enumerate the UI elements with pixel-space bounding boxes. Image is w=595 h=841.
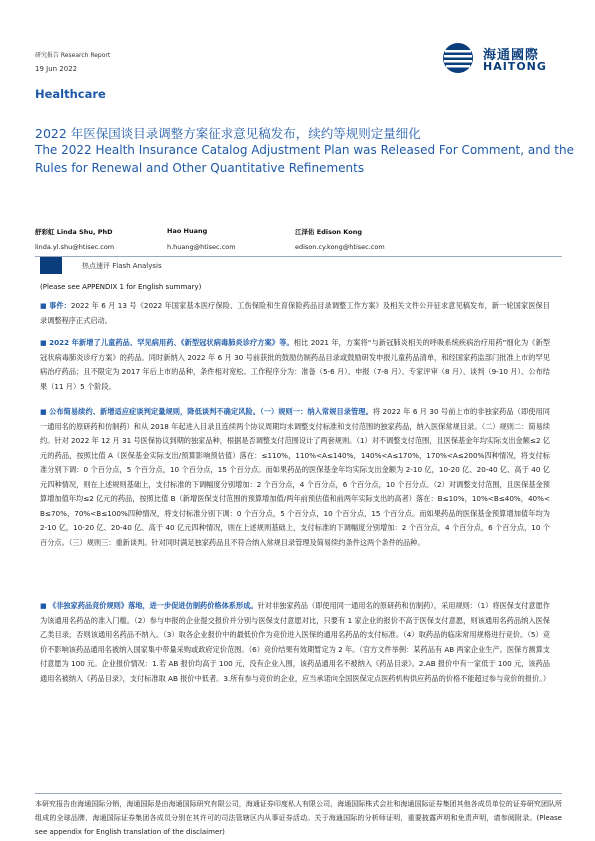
logo-text-cn: 海通國際: [483, 48, 540, 63]
bullet-text: 2022 年 6 月 13 号《2022 年国家基本医疗保险、工伤保险和生育保险药品目录调整工作方案》及相关文件公开征求意见稿发布，新一轮国家医保目录调整程序正式启动。: [40, 301, 550, 325]
bullet-icon: ■: [40, 339, 47, 347]
flash-label: 热点速评 Flash Analysis: [82, 262, 162, 270]
bullet-item: [40, 599, 550, 686]
bullet-lead: 公布简易续约、新增适应症谈判定量规则，降低谈判不确定风险。（一）规则一：纳入常规目录管理。: [49, 407, 373, 416]
author-name: Hao Huang: [167, 227, 208, 235]
haitong-logo: [441, 41, 571, 75]
appendix-note: (Please see APPENDIX 1 for English summary): [40, 283, 202, 291]
haitong-logo-icon: [441, 41, 479, 75]
title-en: The 2022 Health Insurance Catalog Adjustment Plan was Released For Comment, and the Rules for Renewal and Other Quantitative Refinements: [35, 143, 574, 175]
flash-marker: [40, 257, 62, 274]
bullet-lead: 《非独家药品竞价规则》落地，进一步促进仿制药价格体系形成。: [48, 601, 258, 610]
author-email[interactable]: edison.cy.kong@htisec.com: [295, 243, 385, 251]
footer-divider: [35, 793, 562, 794]
report-date: 19 Jun 2022: [35, 65, 78, 73]
bullet-lead: 2022 年新增了儿童药品、罕见病用药、《新型冠状病毒肺炎诊疗方案》等。: [49, 338, 294, 347]
author-name: 舒彩虹 Linda Shu, PhD: [35, 228, 113, 236]
bullet-item: [40, 405, 550, 550]
bullet-icon: ■: [40, 408, 47, 416]
bullet-text: 将 2022 年 6 月 30 号前上市的非独家药品（即使用同一通用名的原研药和仿制药）和从 2018 年起进入目录且连续两个协议周期均未调整支付标准和支付范围的独家药品，纳入医保常规目录。（二）规则二：简易续约。针对 2022 年 12 月 31 号医保协议到期的独家品种，根据是否调整支付范围设计了两套规则。（1）对不调整支付范围，且医保基金年均实际支出金额≤2 亿元的药品，按照比值 A（医保基金实际支出/预算影响预估值）落在：≤110%，110%<A≤140%，140%<A≤170%，170%<A≤200%四种情况，将支付标准分别下调：0 个百分点，5 个百分点，10 个百分点，15 个百分点。而如果药品的医保基金年均实际支出金额为 2-10 亿，10-20 亿、20-40 亿、高于 40 亿元四种情况，则在上述规则基础上，支付标准的下调幅度分别增加：2 个百分点，4 个百分点，6 个百分点，10 个百分点。（2）对调整支付范围，且医保基金预算增加值年均≤2 亿元的药品，按照比值 B（新增医保支付范围的预算增加值/两年前预估值和前两年实际支出的高者）落在：B≤10%，10%<B≤40%，40%< B≤70%，70%<B≤100%四种情况，将支付标准分别下调：0 个百分点，5 个百分点，10 个百分点，15 个百分点。而如果药品的医保基金预算增加值年均为 2-10 亿，10-20 亿、20-40 亿、高于 40 亿元四种情况，则在上述规则基础上，支付标准的下调幅度分别增加：2 个百分点，4 个百分点，6 个百分点，10 个百分点。（三）规则三：重新谈判。针对同时满足独家药品且不符合纳入常规目录管理及简易续约条件这两个条件的品种。: [40, 407, 550, 547]
bullet-icon: ■: [40, 302, 47, 310]
footer-disclaimer: 本研究报告由海通国际分销，海通国际是由海通国际研究有限公司，海通证券印度私人有限公司，海通国际株式会社和海通国际证券集团其他各成员单位的证券研究团队所组成的全球品牌，海通国际证券集团各成员分别在其许可的司法管辖区内从事证券活动。关于海通国际的分析师证明，重要披露声明和免责声明，请参阅附录。(Please see appendix for English translation of the disclaimer): [35, 800, 562, 836]
author-email[interactable]: linda.yl.shu@htisec.com: [35, 243, 115, 251]
sector-label: Healthcare: [35, 87, 106, 101]
header-divider: [35, 256, 562, 257]
author-email[interactable]: h.huang@htisec.com: [167, 243, 236, 251]
logo-text-en: HAITONG: [483, 60, 547, 73]
bullet-item: [40, 336, 550, 394]
bullet-text: 针对非独家药品（即使用同一通用名的原研药和仿制药），采用规则：（1）将医保支付意愿作为该通用名药品的准入门槛。（2）参与申报的企业提交报价并分别与医保支付意愿对比，只要有 1 家企业的报价不高于医保支付意愿，则该通用名药品纳入医保乙类目录，否则该通用名药品不纳入。（3）取各企业报价中的最低价作为竞价进入医保的通用名药品的支付标准。（4）取药品的临床常用规格进行竞价。（5）竞价不影响该药品通用名被纳入国家集中带量采购或政府定价范围。（6）竞价结果有效期暂定为 2 年。（官方文件举例：某药品有 AB 两家企业生产。医保方测算支付意愿为 100 元。企业报价情况：1.若 AB 报价均高于 100 元，没有企业入围，该药品通用名不被纳入《药品目录》。2.AB 报价中有一家低于 100 元，该药品通用名被纳入《药品目录》，支付标准取 AB 报价中低者。3.所有参与竞价的企业，应当承诺向全国医保定点医药机构供应药品的价格不能超过参与竞价的报价。）: [40, 601, 551, 683]
author-name: 江泽佑 Edison Kong: [295, 228, 362, 236]
bullet-item: [40, 299, 550, 328]
bullet-text: 相比 2021 年，方案将“与新冠肺炎相关的呼吸系统疾病治疗用药”细化为《新型冠状病毒肺炎诊疗方案》的药品。同时新纳入 2022 年 6 月 30 号前获批的鼓励仿制药品目录或鼓励研发申报儿童药品清单，和经国家药监部门批准上市的罕见病治疗药品；且不限定为 2017 年后上市的品种，条件相对宽松。工作程序分为：准备（5-6 月）、申报（7-8 月）、专家评审（8 月）、谈判（9-10 月）、公布结果（11 月）5 个阶段。: [40, 338, 550, 391]
report-type: 研究报告 Research Report: [35, 52, 111, 59]
title-cn: 2022 年医保国谈目录调整方案征求意见稿发布，续约等规则定量细化: [35, 126, 421, 141]
bullet-icon: ■: [40, 602, 47, 610]
bullet-lead: 事件：: [49, 301, 71, 310]
